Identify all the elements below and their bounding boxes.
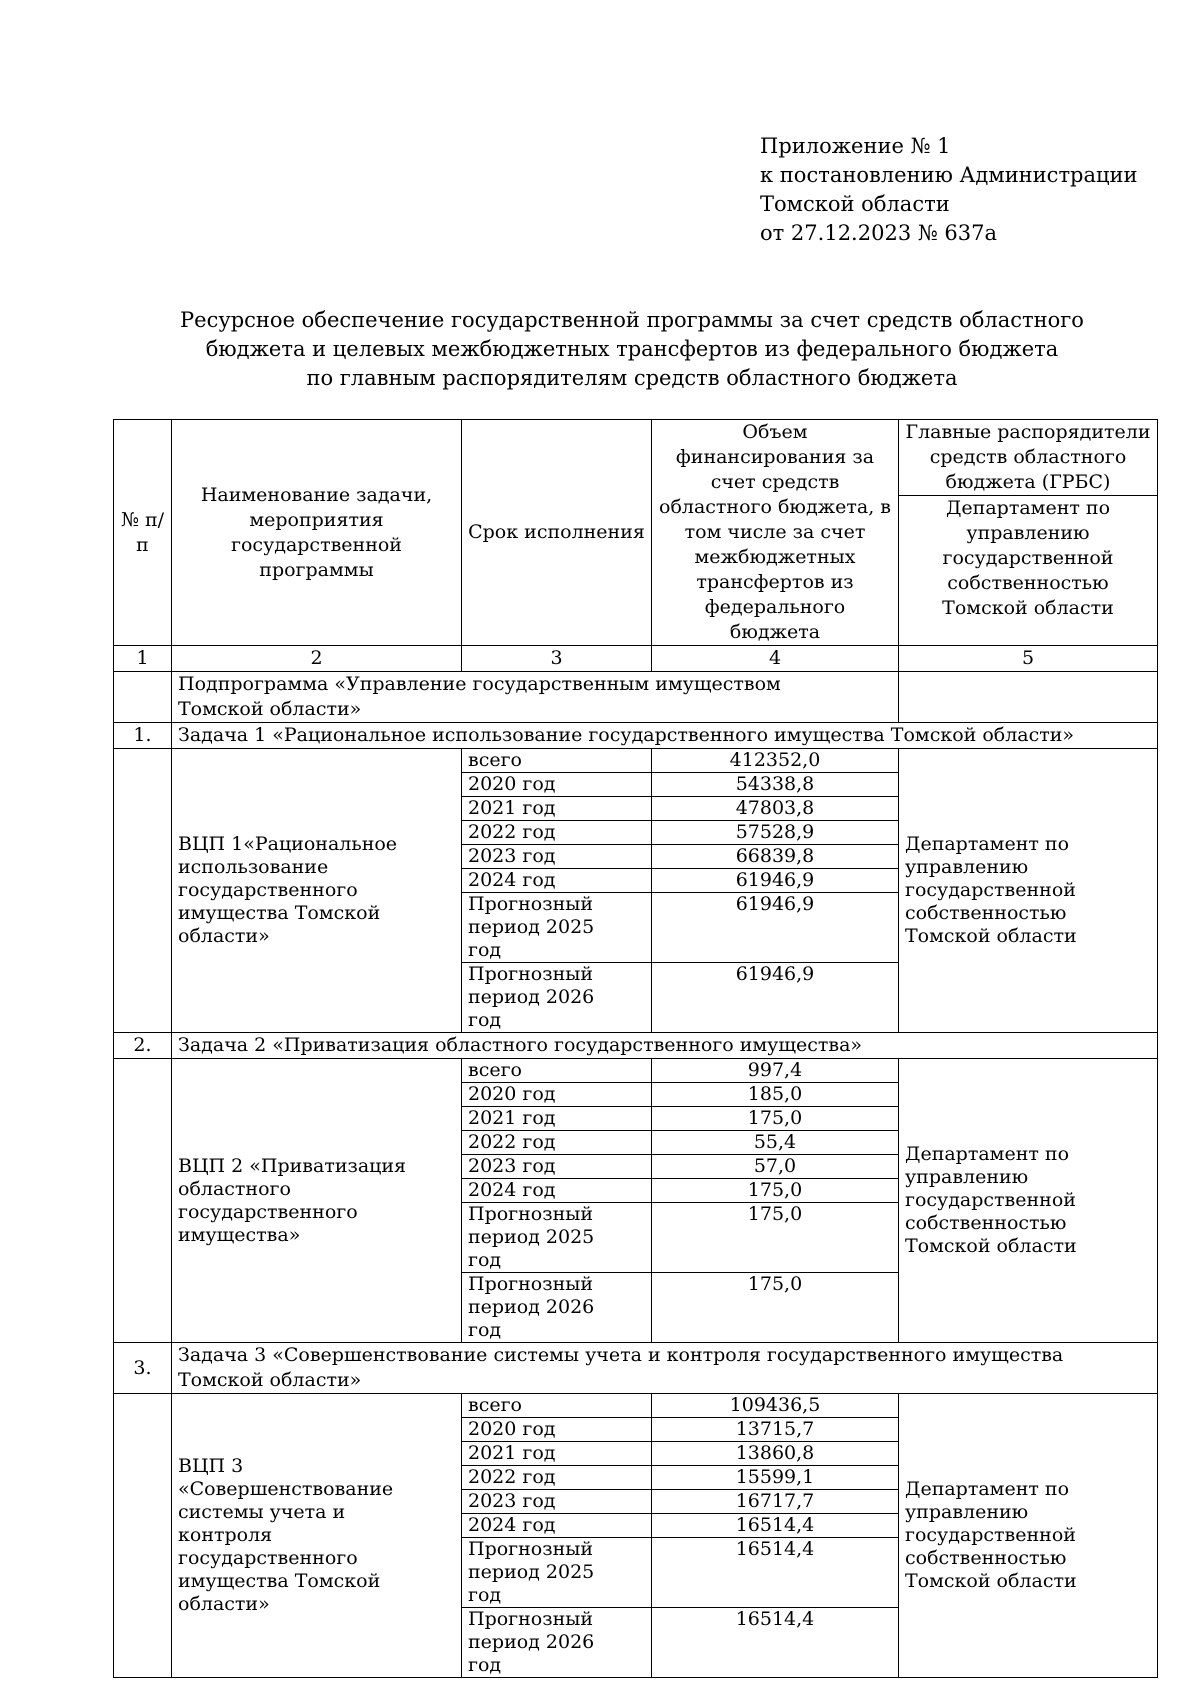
period-cell: Прогнозный период 2026 год xyxy=(462,963,652,1033)
finance-row xyxy=(114,749,1158,773)
subprogram-row xyxy=(114,672,1158,723)
finance-row xyxy=(114,1059,1158,1083)
value-cell: 16717,7 xyxy=(652,1490,899,1514)
period-cell: 2020 год xyxy=(462,1083,652,1107)
task-title: Задача 1 «Рациональное использование государственного имущества Томской области» xyxy=(172,723,1158,749)
period-cell: 2023 год xyxy=(462,1490,652,1514)
appendix-block xyxy=(760,132,1138,248)
header-row xyxy=(114,420,1158,496)
empty-cell xyxy=(114,1394,172,1678)
measure-name: ВЦП 3 «Совершенствование системы учета и контроля государственного имущества Томской области» xyxy=(172,1394,462,1678)
value-cell: 13715,7 xyxy=(652,1418,899,1442)
period-cell: Прогнозный период 2025 год xyxy=(462,1203,652,1273)
finance-row xyxy=(114,1394,1158,1418)
value-cell: 54338,8 xyxy=(652,773,899,797)
value-cell: 412352,0 xyxy=(652,749,899,773)
value-cell: 47803,8 xyxy=(652,797,899,821)
period-cell: 2022 год xyxy=(462,1466,652,1490)
column-number-row xyxy=(114,646,1158,672)
value-cell: 997,4 xyxy=(652,1059,899,1083)
period-cell: Прогнозный период 2025 год xyxy=(462,1538,652,1608)
period-cell: 2023 год xyxy=(462,1155,652,1179)
header-term: Срок исполнения xyxy=(462,420,652,646)
period-cell: всего xyxy=(462,1059,652,1083)
period-cell: 2024 год xyxy=(462,1514,652,1538)
value-cell: 55,4 xyxy=(652,1131,899,1155)
column-number: 2 xyxy=(172,646,462,672)
task-number: 3. xyxy=(114,1343,172,1394)
value-cell: 175,0 xyxy=(652,1273,899,1343)
column-number: 3 xyxy=(462,646,652,672)
header-grbs: Главные распорядители средств областного бюджета (ГРБС) xyxy=(899,420,1158,496)
header-volume: Объем финансирования за счет средств областного бюджета, в том числе за счет межбюджетных трансфертов из федерального бюджета xyxy=(652,420,899,646)
empty-cell xyxy=(114,1059,172,1343)
value-cell: 16514,4 xyxy=(652,1608,899,1678)
measure-name: ВЦП 2 «Приватизация областного государственного имущества» xyxy=(172,1059,462,1343)
period-cell: Прогнозный период 2025 год xyxy=(462,893,652,963)
period-cell: Прогнозный период 2026 год xyxy=(462,1608,652,1678)
value-cell: 61946,9 xyxy=(652,963,899,1033)
period-cell: 2021 год xyxy=(462,1442,652,1466)
empty-cell xyxy=(899,672,1158,723)
value-cell: 15599,1 xyxy=(652,1466,899,1490)
value-cell: 185,0 xyxy=(652,1083,899,1107)
appendix-line: Томской области xyxy=(760,192,950,216)
appendix-line: Приложение № 1 xyxy=(760,134,951,158)
period-cell: 2021 год xyxy=(462,1107,652,1131)
value-cell: 109436,5 xyxy=(652,1394,899,1418)
period-cell: 2024 год xyxy=(462,1179,652,1203)
value-cell: 57,0 xyxy=(652,1155,899,1179)
task-number: 2. xyxy=(114,1033,172,1059)
value-cell: 16514,4 xyxy=(652,1538,899,1608)
grbs-name: Департамент по управлению государственной собственностью Томской области xyxy=(899,749,1158,1033)
value-cell: 16514,4 xyxy=(652,1514,899,1538)
column-number: 1 xyxy=(114,646,172,672)
task-number: 1. xyxy=(114,723,172,749)
task-row xyxy=(114,1343,1158,1394)
value-cell: 57528,9 xyxy=(652,821,899,845)
title-line: бюджета и целевых межбюджетных трансфертов из федерального бюджета xyxy=(205,337,1059,361)
task-title: Задача 3 «Совершенствование системы учета и контроля государственного имущества Томской области» xyxy=(172,1343,1158,1394)
period-cell: 2024 год xyxy=(462,869,652,893)
period-cell: 2020 год xyxy=(462,1418,652,1442)
value-cell: 66839,8 xyxy=(652,845,899,869)
period-cell: 2022 год xyxy=(462,1131,652,1155)
period-cell: 2022 год xyxy=(462,821,652,845)
period-cell: 2023 год xyxy=(462,845,652,869)
column-number: 4 xyxy=(652,646,899,672)
document-title xyxy=(100,306,1164,393)
appendix-line: от 27.12.2023 № 637а xyxy=(760,221,997,245)
empty-cell xyxy=(114,672,172,723)
title-line: по главным распорядителям средств областного бюджета xyxy=(306,366,958,390)
resource-table xyxy=(113,419,1158,1678)
period-cell: 2020 год xyxy=(462,773,652,797)
title-line: Ресурсное обеспечение государственной программы за счет средств областного xyxy=(180,308,1084,332)
measure-name: ВЦП 1«Рациональное использование государственного имущества Томской области» xyxy=(172,749,462,1033)
value-cell: 175,0 xyxy=(652,1179,899,1203)
task-row xyxy=(114,723,1158,749)
value-cell: 61946,9 xyxy=(652,893,899,963)
period-cell: Прогнозный период 2026 год xyxy=(462,1273,652,1343)
grbs-name: Департамент по управлению государственной собственностью Томской области xyxy=(899,1394,1158,1678)
period-cell: всего xyxy=(462,749,652,773)
period-cell: 2021 год xyxy=(462,797,652,821)
grbs-name: Департамент по управлению государственной собственностью Томской области xyxy=(899,1059,1158,1343)
subprogram-title: Подпрограмма «Управление государственным имуществом Томской области» xyxy=(172,672,899,723)
column-number: 5 xyxy=(899,646,1158,672)
value-cell: 175,0 xyxy=(652,1203,899,1273)
task-title: Задача 2 «Приватизация областного государственного имущества» xyxy=(172,1033,1158,1059)
appendix-line: к постановлению Администрации xyxy=(760,163,1138,187)
task-row xyxy=(114,1033,1158,1059)
empty-cell xyxy=(114,749,172,1033)
value-cell: 13860,8 xyxy=(652,1442,899,1466)
value-cell: 61946,9 xyxy=(652,869,899,893)
header-name: Наименование задачи, мероприятия государственной программы xyxy=(172,420,462,646)
value-cell: 175,0 xyxy=(652,1107,899,1131)
period-cell: всего xyxy=(462,1394,652,1418)
header-dept: Департамент по управлению государственной собственностью Томской области xyxy=(899,496,1158,646)
header-num: № п/п xyxy=(114,420,172,646)
